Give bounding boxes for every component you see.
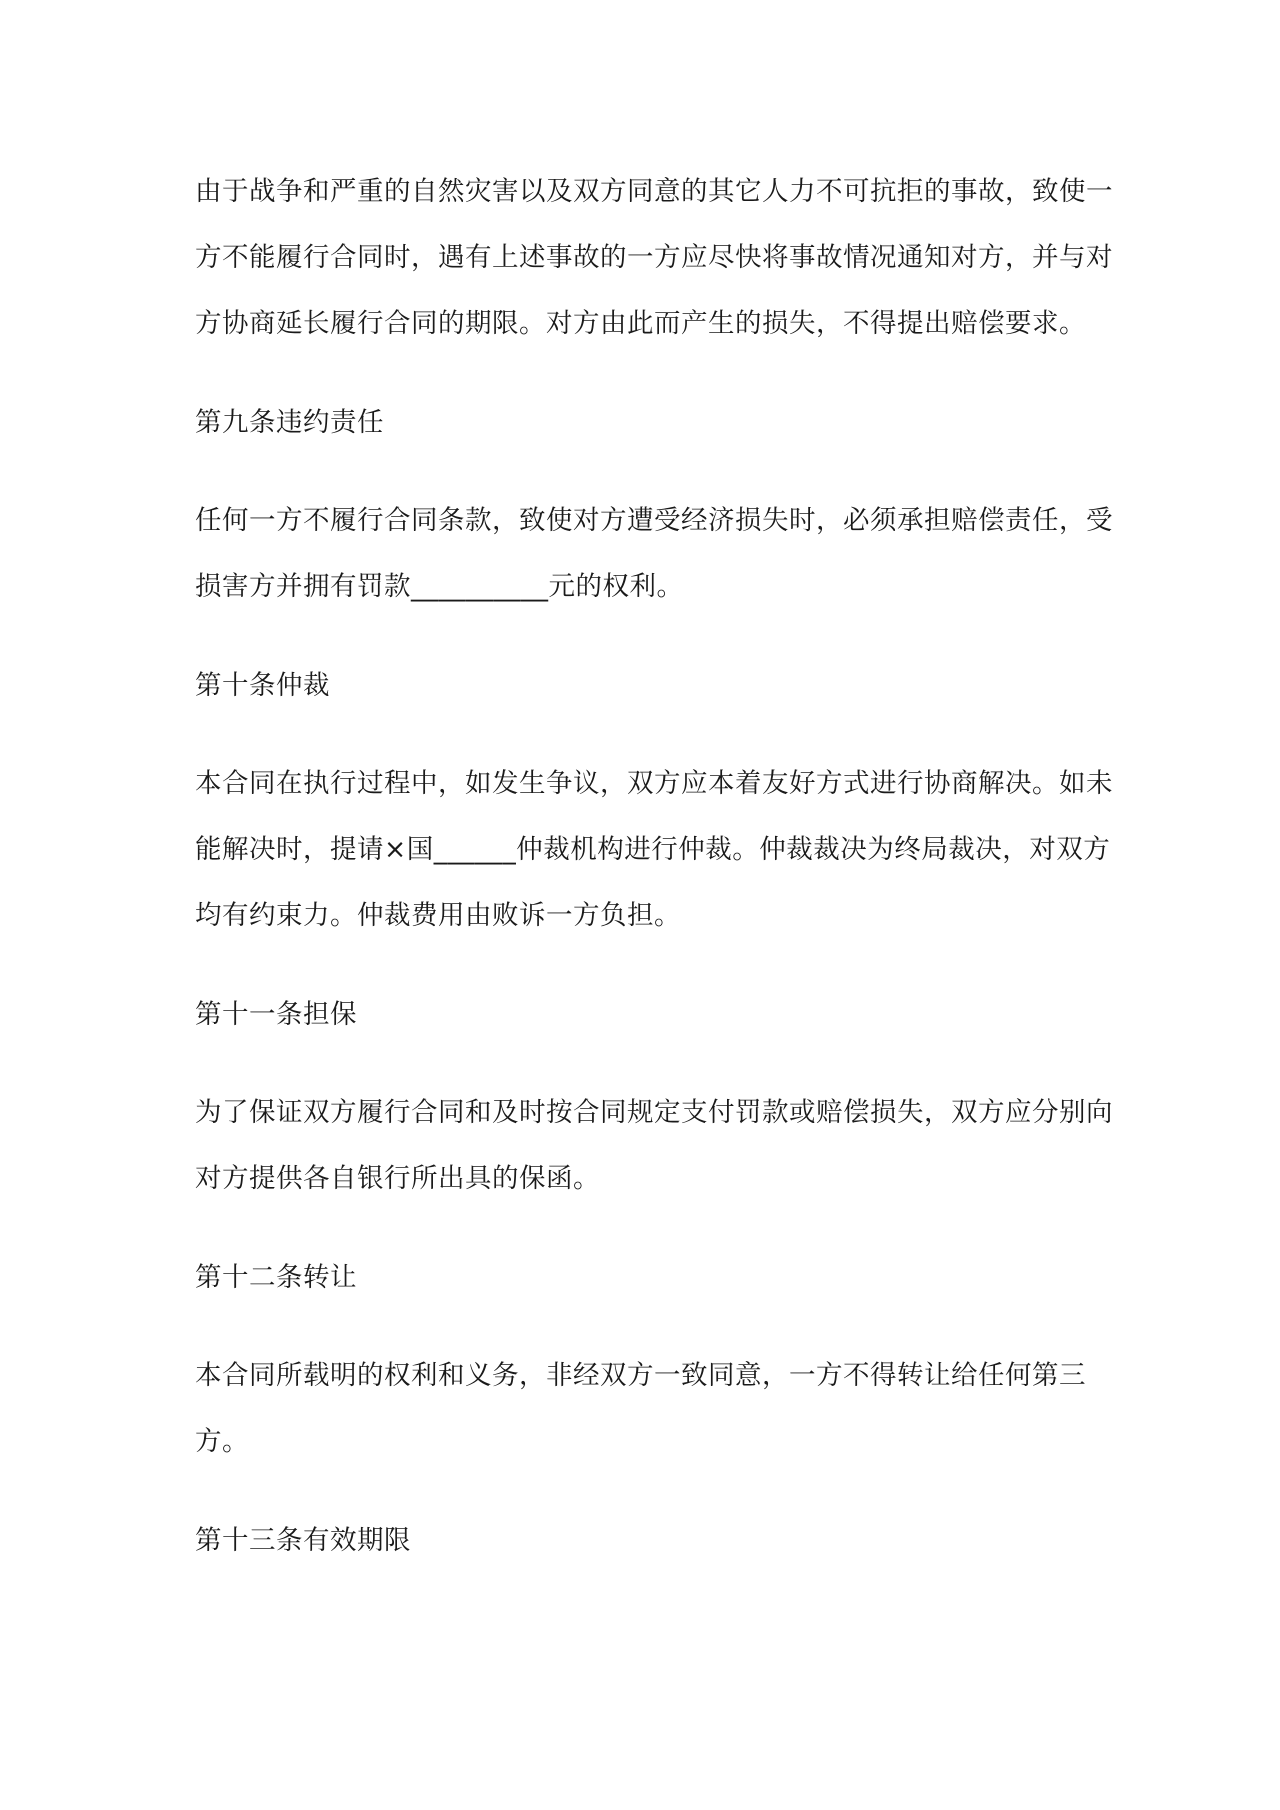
- paragraph-line: 对方提供各自银行所出具的保函。: [195, 1163, 600, 1194]
- section-heading: 第九条违约责任: [195, 407, 384, 438]
- paragraph-line: 方不能履行合同时，遇有上述事故的一方应尽快将事故情况通知对方，并与对: [195, 242, 1113, 273]
- section-heading: 第十三条有效期限: [195, 1525, 411, 1556]
- section-heading: 第十条仲裁: [195, 670, 330, 701]
- paragraph-line: 任何一方不履行合同条款，致使对方遭受经济损失时，必须承担赔偿责任，受: [195, 505, 1113, 536]
- paragraph-line: 方协商延长履行合同的期限。对方由此而产生的损失，不得提出赔偿要求。: [195, 308, 1086, 339]
- paragraph-line: 方。: [195, 1426, 249, 1457]
- paragraph-line: 损害方并拥有罚款__________元的权利。: [195, 571, 684, 602]
- paragraph-line: 本合同所载明的权利和义务，非经双方一致同意，一方不得转让给任何第三: [195, 1360, 1086, 1391]
- paragraph-line: 均有约束力。仲裁费用由败诉一方负担。: [195, 900, 681, 931]
- paragraph-line: 由于战争和严重的自然灾害以及双方同意的其它人力不可抗拒的事故，致使一: [195, 176, 1113, 207]
- section-heading: 第十二条转让: [195, 1262, 357, 1293]
- paragraph-line: 为了保证双方履行合同和及时按合同规定支付罚款或赔偿损失，双方应分别向: [195, 1097, 1113, 1128]
- paragraph-line: 本合同在执行过程中，如发生争议，双方应本着友好方式进行协商解决。如未: [195, 768, 1113, 799]
- section-heading: 第十一条担保: [195, 999, 357, 1030]
- paragraph-line: 能解决时，提请×国______仲裁机构进行仲裁。仲裁裁决为终局裁决，对双方: [195, 834, 1111, 865]
